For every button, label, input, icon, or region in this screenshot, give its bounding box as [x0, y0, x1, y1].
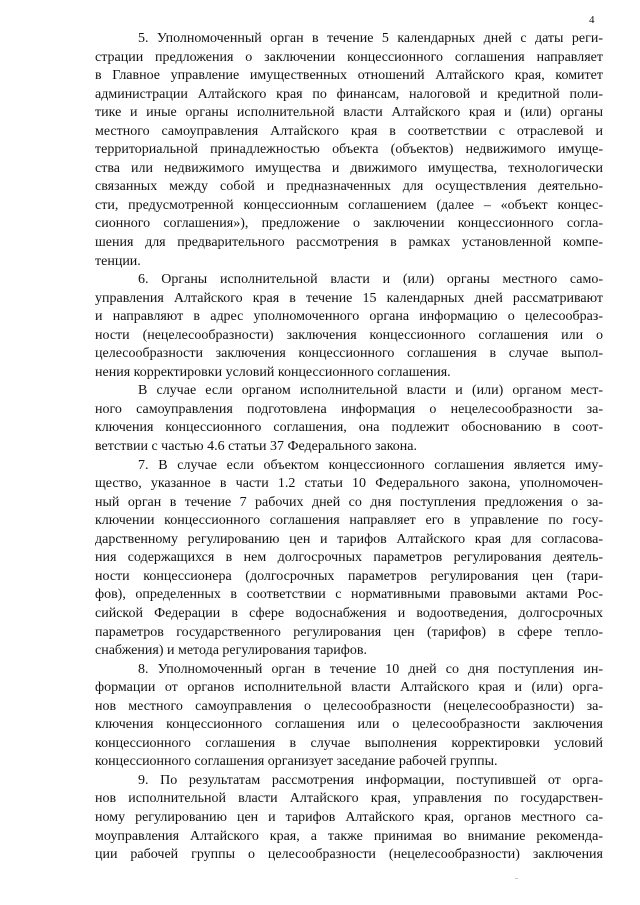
text-line: 5. Уполномоченный орган в течение 5 календарных дней с даты реги- — [138, 31, 603, 46]
text-line: ный орган в течение 7 рабочих дней со дня поступления предложения о за- — [95, 494, 603, 510]
scan-artifact — [515, 878, 518, 879]
text-line: территориальной принадлежностью объекта (объектов) недвижимого имуще- — [95, 142, 603, 158]
text-line: 7. В случае если объектом концессионного соглашения является иму- — [138, 457, 603, 473]
text-line: ному регулированию цен и тарифов Алтайского края, органов местного са- — [95, 809, 603, 825]
text-line: ключения концессионного соглашения или о целесообразности заключения — [95, 717, 603, 733]
text-line: щество, указанное в части 1.2 статьи 10 Федерального закона, уполномочен- — [95, 476, 603, 492]
text-line: моуправления Алтайского края, а также принимая во внимание рекоменда- — [95, 828, 603, 844]
document-body — [95, 30, 603, 865]
text-line: 9. По результатам рассмотрения информации, поступившей от орга- — [138, 772, 603, 788]
text-line: дарственному регулированию цен и тарифов Алтайского края для согласова- — [95, 531, 603, 547]
text-line: и направляют в адрес уполномоченного органа информацию о целесообраз- — [95, 309, 603, 325]
text-line: параметров государственного регулирования цен (тарифов) в сфере тепло- — [95, 624, 603, 640]
text-line: ключения концессионного соглашения, она подлежит обоснованию в соот- — [95, 420, 603, 436]
text-line: в Главное управление имущественных отношений Алтайского края, комитет — [95, 68, 603, 84]
text-line: администрации Алтайского края по финансам, налоговой и кредитной поли- — [95, 86, 603, 102]
text-line: концессионного соглашения в случае выполнения корректировки условий — [95, 735, 603, 751]
text-line: 8. Уполномоченный орган в течение 10 дней со дня поступления ин- — [138, 661, 603, 677]
text-line: концессионного соглашения организует заседание рабочей группы. — [95, 754, 498, 770]
text-line: ключении концессионного соглашения направляет его в управление по госу- — [95, 513, 603, 529]
paragraph — [95, 30, 603, 271]
text-line: шения для предварительного рассмотрения в рамках установленной компе- — [95, 235, 603, 251]
text-line: управления Алтайского края в течение 15 календарных дней рассматривают — [95, 290, 603, 306]
text-line: ния содержащихся в нем долгосрочных параметров регулирования деятель- — [95, 550, 603, 566]
paragraph — [95, 382, 603, 456]
text-line: В случае если органом исполнительной власти и (или) органом мест- — [138, 383, 603, 399]
text-line: формации от органов исполнительной власти Алтайского края и (или) орга- — [95, 680, 603, 696]
text-line: ности (нецелесообразности) заключения концессионного соглашения или о — [95, 327, 603, 343]
text-line: тенции. — [95, 253, 141, 269]
page-number: 4 — [589, 14, 595, 26]
text-line: снабжения) и метода регулирования тарифов. — [95, 643, 367, 659]
text-line: сионного соглашения»), предложение о заключении концессионного согла- — [95, 216, 603, 232]
text-line: нов исполнительной власти Алтайского края, управления по государствен- — [95, 791, 603, 807]
text-line: страции предложения о заключении концессионного соглашения направляет — [95, 49, 603, 65]
paragraph — [95, 457, 603, 661]
text-line: целесообразности заключения концессионного соглашения в случае выпол- — [95, 346, 603, 362]
text-line: нения корректировки условий концессионного соглашения. — [95, 364, 451, 380]
text-line: связанных между собой и предназначенных для осуществления деятельно- — [95, 179, 603, 195]
text-line: ного самоуправления подготовлена информация о нецелесообразности за- — [95, 401, 603, 417]
text-line: ства или недвижимого имущества и движимого имущества, технологически — [95, 160, 603, 176]
text-line: ности концессионера (долгосрочных параметров регулирования цен (тари- — [95, 568, 603, 584]
text-line: 6. Органы исполнительной власти и (или) органы местного само- — [138, 272, 603, 288]
text-line: фов), определенных в соответствии с нормативными правовыми актами Рос- — [95, 587, 603, 603]
text-line: сти, предусмотренной концессионным соглашением (далее – «объект концес- — [95, 197, 603, 213]
paragraph — [95, 271, 603, 382]
text-line: сийской Федерации в сфере водоснабжения и водоотведения, долгосрочных — [95, 605, 603, 621]
text-line: нов местного самоуправления о целесообразности (нецелесообразности) за- — [95, 698, 603, 714]
text-line: тике и иные органы исполнительной власти Алтайского края и (или) органы — [95, 105, 603, 121]
text-line: ции рабочей группы о целесообразности (нецелесообразности) заключения — [95, 847, 603, 863]
text-line: местного самоуправления Алтайского края в соответствии с отраслевой и — [95, 123, 603, 139]
paragraph — [95, 661, 603, 772]
text-line: ветствии с частью 4.6 статьи 37 Федерального закона. — [95, 439, 418, 455]
paragraph — [95, 772, 603, 865]
